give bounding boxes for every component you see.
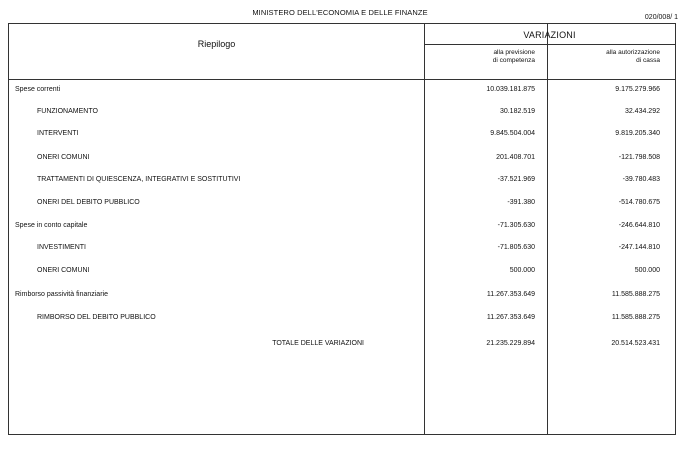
row-label: FUNZIONAMENTO	[37, 108, 98, 115]
row-label: ONERI COMUNI	[37, 267, 90, 274]
value-competenza: -71.305.630	[497, 222, 535, 229]
value-competenza: 201.408.701	[496, 154, 535, 161]
table-row	[9, 176, 675, 186]
table-row	[9, 267, 675, 277]
row-label: INVESTIMENTI	[37, 244, 87, 251]
row-label: Spese correnti	[15, 86, 61, 93]
value-cassa: 9.819.205.340	[615, 130, 660, 137]
value-competenza: 9.845.504.004	[490, 130, 535, 137]
row-label: ONERI COMUNI	[37, 154, 90, 161]
table-row	[9, 199, 675, 209]
header-variazioni: VARIAZIONI	[523, 30, 576, 40]
row-label: Rimborso passività finanziarie	[15, 291, 108, 298]
value-cassa: -121.798.508	[618, 154, 660, 161]
total-competenza: 21.235.229.894	[486, 340, 535, 347]
value-cassa: -514.780.675	[618, 199, 660, 206]
table-row	[9, 86, 675, 96]
value-competenza: -71.805.630	[497, 244, 535, 251]
document-reference: 020/008/ 1	[644, 14, 678, 21]
value-competenza: 11.267.353.649	[486, 314, 535, 321]
header-bottom-rule	[9, 79, 675, 80]
table-row-total	[9, 340, 675, 350]
value-competenza: 11.267.353.649	[486, 291, 535, 298]
value-cassa: -39.780.483	[622, 176, 660, 183]
table-row	[9, 130, 675, 140]
summary-table	[8, 23, 676, 435]
row-label: Spese in conto capitale	[15, 222, 88, 229]
header-cassa: alla autorizzazione di cassa	[606, 49, 660, 64]
row-label: INTERVENTI	[37, 130, 79, 137]
page-header	[0, 8, 700, 20]
value-cassa: 11.585.888.275	[611, 314, 660, 321]
header-riepilogo: Riepilogo	[197, 39, 236, 49]
ministry-title: MINISTERO DELL'ECONOMIA E DELLE FINANZE	[252, 8, 428, 17]
header-divider	[424, 44, 675, 45]
row-label: TRATTAMENTI DI QUIESCENZA, INTEGRATIVI E SOSTITUTIVI	[37, 176, 241, 183]
value-competenza: 30.182.519	[499, 108, 535, 115]
table-row	[9, 154, 675, 164]
value-competenza: 500.000	[509, 267, 535, 274]
value-competenza: -391.380	[507, 199, 535, 206]
total-cassa: 20.514.523.431	[611, 340, 660, 347]
value-cassa: -246.644.810	[618, 222, 660, 229]
row-label: RIMBORSO DEL DEBITO PUBBLICO	[37, 314, 156, 321]
value-cassa: 500.000	[634, 267, 660, 274]
value-cassa: 11.585.888.275	[611, 291, 660, 298]
row-label: ONERI DEL DEBITO PUBBLICO	[37, 199, 140, 206]
table-row	[9, 291, 675, 301]
value-competenza: -37.521.969	[497, 176, 535, 183]
value-cassa: -247.144.810	[618, 244, 660, 251]
total-label: TOTALE DELLE VARIAZIONI	[272, 340, 364, 347]
value-cassa: 9.175.279.966	[615, 86, 660, 93]
header-competenza: alla previsione di competenza	[492, 49, 535, 64]
value-competenza: 10.039.181.875	[486, 86, 535, 93]
table-row	[9, 222, 675, 232]
table-row	[9, 108, 675, 118]
table-row	[9, 314, 675, 324]
table-row	[9, 244, 675, 254]
value-cassa: 32.434.292	[624, 108, 660, 115]
